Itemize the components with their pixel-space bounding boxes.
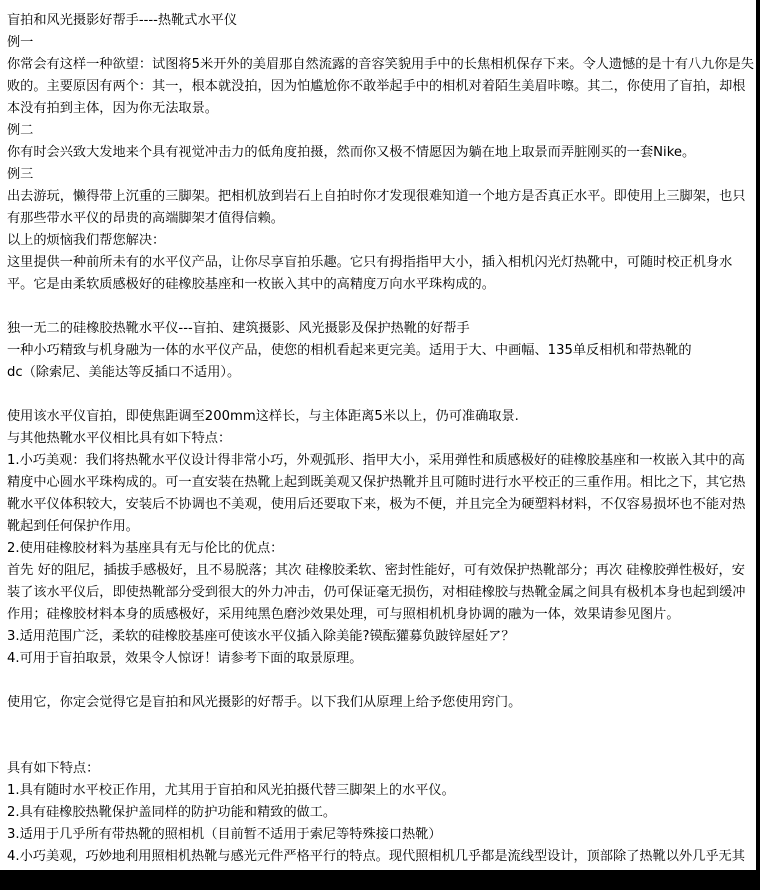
- paragraph-feat2-title: 2.使用硅橡胶材料为基座具有无与伦比的优点：: [7, 541, 284, 556]
- paragraph-blank1: [7, 296, 756, 318]
- paragraph-f1: 1.具有随时水平校正作用，尤其用于盲拍和风光拍摄代替三脚架上的水平仪。: [7, 783, 455, 798]
- paragraph-ex2-body: 你有时会兴致大发地来个具有视觉冲击力的低角度拍摄，然而你又极不情愿因为躺在地上取景而弄脏刚买的一套Nike。: [7, 145, 696, 160]
- document-title: 盲拍和风光摄影好帮手----热靴式水平仪: [7, 13, 238, 28]
- paragraph-f2: 2.具有硅橡胶热靴保护盖同样的防护功能和精致的做工。: [7, 805, 337, 820]
- paragraph-feat3: 3.适用范围广泛，柔软的硅橡胶基座可使该水平仪插入除美能?镆酝獾募负跛锌屋妊ア？: [7, 629, 515, 644]
- paragraph-feat1: 1.小巧美观：我们将热靴水平仪设计得非常小巧，外观弧形、指甲大小，采用弹性和质感极好的硅橡胶基座和一枚嵌入其中的高精度中心圆水平珠构成的。可一直安装在热靴上起到既美观又保护热靴并且可随时进行水平校正的三重作用。相比之下，其它热靴水平仪体积较大，安装后不协调也不美观，使用后还要取下来，极为不便，并且完全为硬塑料材料，不仅容易损坏也不能对热靴起到任何保护作用。: [7, 453, 746, 534]
- paragraph-blank4: [7, 714, 756, 736]
- paragraph-blank5: [7, 736, 756, 758]
- paragraph-usage: 使用该水平仪盲拍，即使焦距调至200mm这样长，与主体距离5米以上，仍可准确取景.: [7, 409, 519, 424]
- document-body: [7, 32, 756, 890]
- paragraph-feat4: 4.可用于盲拍取景，效果令人惊讶！请参考下面的取景原理。: [7, 651, 363, 666]
- paragraph-f3: 3.适用于几乎所有带热靴的照相机（目前暂不适用于索尼等特殊接口热靴）: [7, 827, 442, 842]
- paragraph-compare-intro: 与其他热靴水平仪相比具有如下特点：: [7, 431, 232, 446]
- paragraph-conclusion: 使用它，你定会觉得它是盲拍和风光摄影的好帮手。以下我们从原理上给予您使用窍门。: [7, 695, 522, 710]
- paragraph-ex3-label: 例三: [7, 167, 34, 182]
- paragraph-ex1-label: 例一: [7, 35, 34, 50]
- paragraph-ex2-label: 例二: [7, 123, 34, 138]
- paragraph-blank2: [7, 384, 756, 406]
- paragraph-ex1-body: 你常会有这样一种欲望：试图将5米开外的美眉那自然流露的音容笑貌用手中的长焦相机保存下来。令人遗憾的是十有八九你是失败的。主要原因有两个：其一，根本就没拍，因为怕尴尬你不敢举起手中的相机对着陌生美眉咔嚓。其二，你使用了盲拍，却根本没有拍到主体，因为你无法取景。: [7, 57, 754, 116]
- paragraph-solve-body: 这里提供一种前所未有的水平仪产品，让你尽享盲拍乐趣。它只有拇指指甲大小，插入相机闪光灯热靴中，可随时校正机身水平。它是由柔软质感极好的硅橡胶基座和一枚嵌入其中的高精度万向水平珠构成的。: [7, 255, 733, 292]
- paragraph-unique-body1: 一种小巧精致与机身融为一体的水平仪产品，使您的相机看起来更完美。适用于大、中画幅、135单反相机和带热靴的: [7, 343, 692, 358]
- paragraph-blank3: [7, 670, 756, 692]
- paragraph-feat2-body: 首先 好的阻尼，插拔手感极好，且不易脱落；其次 硅橡胶柔软、密封性能好，可有效保护热靴部分；再次 硅橡胶弹性极好，安装了该水平仪后，即使热靴部分受到很大的外力冲击，仍可保证毫无损伤，对相硅橡胶与热靴金属之间具有极机本身也起到缓冲作用；硅橡胶材料本身的质感极好，采用纯黑色磨沙效果处理，可与照相机机身协调的融为一体，效果请参见图片。: [7, 563, 746, 622]
- paragraph-features-title: 具有如下特点：: [7, 761, 100, 776]
- paragraph-ex3-body: 出去游玩，懒得带上沉重的三脚架。把相机放到岩石上自拍时你才发现很难知道一个地方是否真正水平。即使用上三脚架，也只有那些带水平仪的昂贵的高端脚架才值得信赖。: [7, 189, 746, 226]
- paragraph-solve-intro: 以上的烦恼我们帮您解决：: [7, 233, 166, 248]
- paragraph-unique-title: 独一无二的硅橡胶热靴水平仪---盲拍、建筑摄影、风光摄影及保护热靴的好帮手: [7, 321, 470, 336]
- paragraph-f4: 4.小巧美观，巧妙地利用照相机热靴与感光元件严格平行的特点。现代照相机几乎都是流线型设计，顶部除了热靴以外几乎无其他位置能与感光元件严格平行，即便有也无法方便的安装水平仪。而这种热靴式水平仪比外置闪光灯拆卸还要方便。: [7, 849, 745, 886]
- paragraph-unique-body2: dc（除索尼、美能达等反插口不适用）。: [7, 365, 241, 380]
